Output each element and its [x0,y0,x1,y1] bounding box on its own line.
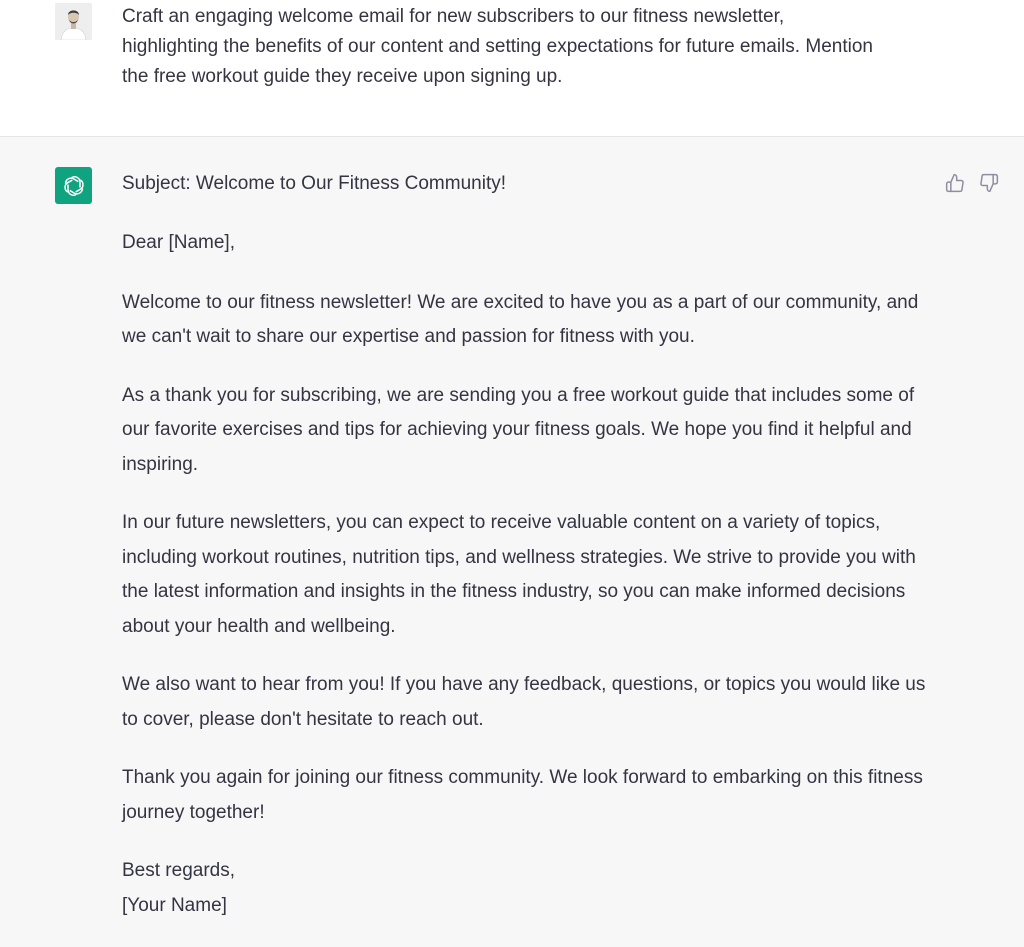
thumbs-down-icon[interactable] [979,173,999,193]
email-closing: Best regards, [122,860,235,881]
user-message [0,0,1024,137]
thumbs-up-icon[interactable] [945,173,965,193]
email-paragraph: Thank you again for joining our fitness community. We look forward to embarking on this fitness journey together! [122,767,923,823]
email-signoff [122,854,942,923]
assistant-message [0,137,1024,926]
openai-logo-icon [55,167,92,204]
email-paragraph: We also want to hear from you! If you have any feedback, questions, or topics you would like us to cover, please don't hesitate to reach out. [122,674,926,730]
email-salutation: Dear [Name], [122,232,235,253]
user-avatar-icon [55,3,92,40]
email-subject: Subject: Welcome to Our Fitness Community! [122,173,506,194]
email-signature: [Your Name] [122,894,227,916]
assistant-response [122,167,942,947]
user-message-text: Craft an engaging welcome email for new subscribers to our fitness newsletter, highlighting the benefits of our content and setting expectations for future emails. Mention the free workout guide they receive upon signing up. [122,6,873,87]
email-paragraph: In our future newsletters, you can expect to receive valuable content on a variety of topics, including workout routines, nutrition tips, and wellness strategies. We strive to provide you with the latest information and insights in the fitness industry, so you can make informed decisions about your health and wellbeing. [122,512,916,637]
email-paragraph: As a thank you for subscribing, we are sending you a free workout guide that includes some of our favorite exercises and tips for achieving your fitness goals. We hope you find it helpful and inspiring. [122,384,915,475]
email-paragraph: Welcome to our fitness newsletter! We are excited to have you as a part of our community, and we can't wait to share our expertise and passion for fitness with you. [122,291,919,347]
